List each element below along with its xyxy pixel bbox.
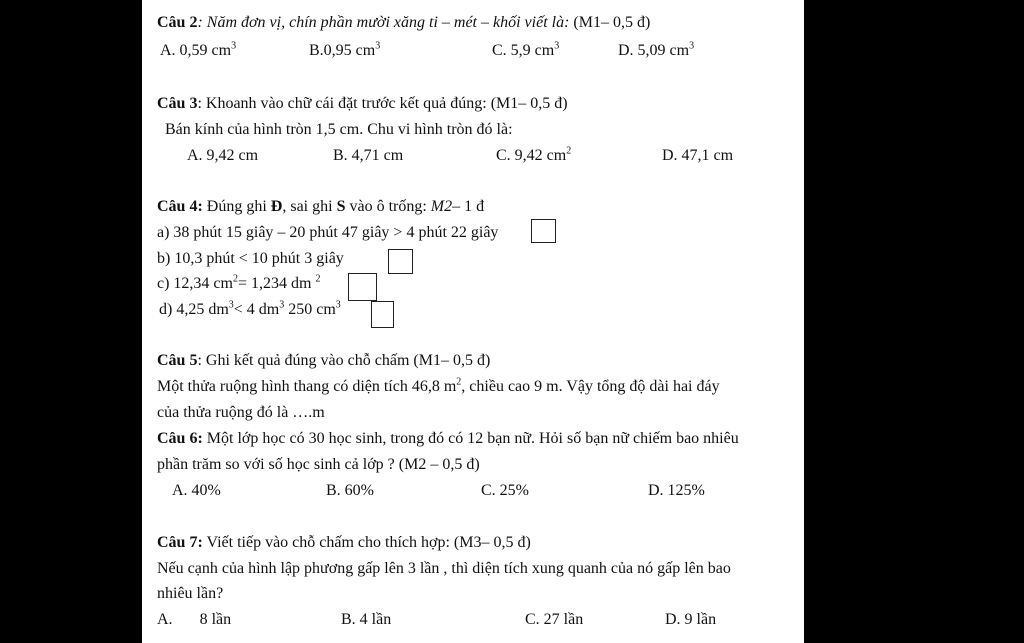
q5-line-2: của thửa ruộng đó là ….m — [157, 404, 325, 421]
q3-option-c: C. 9,42 $cm^2$ — [496, 145, 572, 164]
q7-option-d: D. 9 lần — [665, 611, 717, 628]
q3-option-a: A. 9,42 cm — [187, 147, 259, 164]
q2-option-a: A. 0,59 $cm^3$ — [160, 40, 237, 59]
q5-label: Câu 5 — [157, 352, 198, 369]
q2-option-c: C. 5,9 $cm^3$ — [492, 40, 560, 59]
q4-label: Câu 4: — [157, 198, 203, 215]
q7-line-2: nhiêu lần? — [157, 585, 224, 602]
q5-prompt: : Ghi kết quả đúng vào chỗ chấm (M1– 0,5 đ) — [197, 352, 491, 369]
q4-heading: Câu 4: Đúng ghi Đ, sai ghi S vào ô trống: M2– 1 đ — [157, 198, 485, 215]
q6-option-d: D. 125% — [648, 482, 705, 499]
q7-line-1: Nếu cạnh của hình lập phương gấp lên 3 lần , thì diện tích xung quanh của nó gấp lên bao — [157, 560, 731, 577]
q4-item-c: c) 12,34 $cm^2= 1,234$ dm $^2$ — [157, 273, 321, 292]
q2-prompt: : Năm đơn vị, chín phần mười xăng ti – mét – khối viết là: — [197, 14, 574, 31]
q2-option-b: B.0,95 $cm^3$ — [309, 40, 381, 59]
q3-option-d: D. 47,1 cm — [662, 147, 734, 164]
q7-option-a: A. 8 lần — [157, 611, 232, 628]
q4-answer-box-c[interactable] — [348, 273, 377, 301]
q7-heading — [157, 533, 531, 553]
q3-label: Câu 3 — [157, 95, 198, 112]
q7-option-c: C. 27 lần — [525, 611, 584, 628]
q7-option-b: B. 4 lần — [341, 611, 392, 628]
q2-heading — [157, 13, 650, 33]
q6-option-a: A. 40% — [172, 482, 221, 499]
q5-heading — [157, 351, 490, 371]
q7-prompt: Viết tiếp vào chỗ chấm cho thích hợp: (M3– 0,5 đ) — [202, 534, 531, 551]
q3-body: Bán kính của hình tròn 1,5 cm. Chu vi hình tròn đó là: — [165, 121, 513, 138]
q3-option-b: B. 4,71 cm — [333, 147, 404, 164]
q6-label: Câu 6: — [157, 430, 203, 447]
q2-label: Câu 2 — [157, 14, 198, 31]
q7-label: Câu 7: — [157, 534, 203, 551]
q5-line-1: Một thửa ruộng hình thang có diện tích 46,8 $m^2$, chiều cao 9 m. Vậy tổng độ dài hai đáy — [157, 376, 720, 395]
document-page — [142, 0, 804, 643]
q6-heading — [157, 429, 739, 449]
q2-mark: (M1– 0,5 đ) — [573, 14, 651, 31]
q3-prompt: : Khoanh vào chữ cái đặt trước kết quả đúng: (M1– 0,5 đ) — [197, 95, 568, 112]
q6-line-1: Một lớp học có 30 học sinh, trong đó có 12 bạn nữ. Hỏi số bạn nữ chiếm bao nhiêu — [202, 430, 739, 447]
q4-item-b: b) 10,3 phút < 10 phút 3 giây — [157, 250, 344, 267]
q4-answer-box-b[interactable] — [388, 249, 413, 274]
q6-option-c: C. 25% — [481, 482, 529, 499]
q2-option-d: D. 5,09 $cm^3$ — [618, 40, 695, 59]
q4-answer-box-a[interactable] — [531, 219, 556, 243]
q4-item-a: a) 38 phút 15 giây – 20 phút 47 giây > 4 phút 22 giây — [157, 224, 499, 241]
q4-item-d: d) 4,25 $dm^3< 4$ $dm^3$ 250 $cm^3$ — [159, 299, 341, 318]
q4-answer-box-d[interactable] — [371, 301, 394, 328]
q3-heading — [157, 94, 568, 114]
q6-line-2: phần trăm so với số học sinh cả lớp ? (M2 – 0,5 đ) — [157, 456, 480, 473]
q6-option-b: B. 60% — [326, 482, 374, 499]
